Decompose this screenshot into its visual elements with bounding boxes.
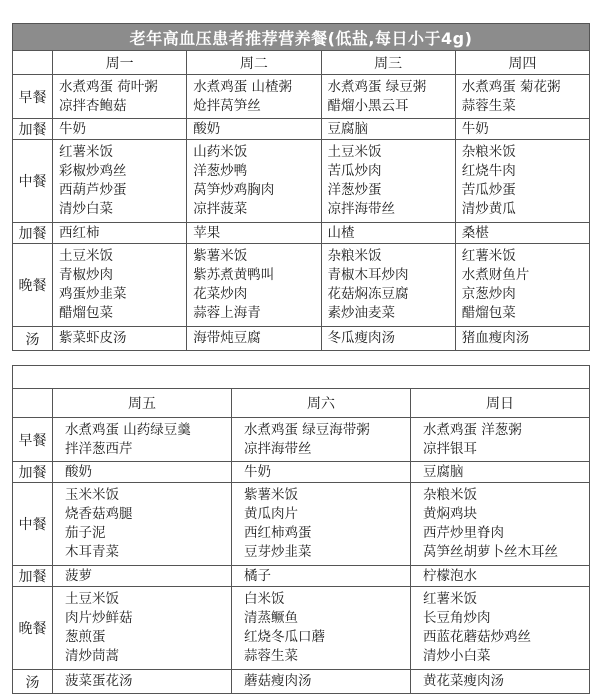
dish-cell bbox=[53, 566, 232, 587]
dish-cell bbox=[411, 566, 590, 587]
dish-item: 凉拌菠菜 bbox=[193, 201, 248, 217]
meal-row bbox=[13, 327, 590, 351]
dish-item: 豆芽炒韭菜 bbox=[244, 544, 312, 560]
dish-item: 山药米饭 bbox=[193, 144, 248, 160]
dish-item: 水煮鸡蛋 山药绿豆羹 bbox=[65, 421, 191, 438]
meal-row bbox=[13, 75, 590, 119]
meal-label-text: 加餐 bbox=[18, 122, 47, 138]
dish-cell bbox=[53, 140, 187, 223]
meal-row bbox=[13, 418, 590, 462]
meal-label bbox=[13, 75, 53, 119]
dish-cell bbox=[321, 327, 455, 351]
day-header-label: 周日 bbox=[486, 396, 514, 412]
dish-item: 红薯米饭 bbox=[423, 591, 477, 607]
day-header bbox=[187, 51, 321, 75]
dish-item: 青椒木耳炒肉 bbox=[327, 267, 409, 283]
dish-item: 紫菜虾皮汤 bbox=[59, 330, 127, 346]
dish-item: 西芹炒里脊肉 bbox=[423, 525, 504, 541]
dish-item: 清炒小白菜 bbox=[423, 648, 491, 664]
dish-cell bbox=[321, 244, 455, 327]
dish-item: 酸奶 bbox=[193, 120, 221, 137]
dish-cell bbox=[321, 223, 455, 244]
dish-item: 凉拌杏鲍菇 bbox=[59, 97, 127, 114]
dish-item: 木耳青菜 bbox=[65, 544, 119, 560]
meal-row bbox=[13, 566, 590, 587]
dish-cell bbox=[53, 462, 232, 483]
dish-item: 酸奶 bbox=[65, 463, 92, 480]
meal-label-text: 早餐 bbox=[18, 432, 47, 449]
day-header bbox=[53, 389, 232, 418]
dish-item: 凉拌银耳 bbox=[423, 440, 477, 457]
dish-item: 红薯米饭 bbox=[59, 144, 113, 160]
dish-item: 柠檬泡水 bbox=[423, 567, 477, 584]
dish-cell bbox=[455, 119, 589, 140]
dish-item: 凉拌海带丝 bbox=[327, 201, 395, 217]
dish-cell bbox=[411, 418, 590, 462]
dish-item: 菠菜蛋花汤 bbox=[65, 673, 133, 689]
dish-item: 土豆米饭 bbox=[59, 248, 113, 264]
dish-item: 冬瓜瘦肉汤 bbox=[327, 330, 395, 346]
dish-item: 山楂 bbox=[327, 224, 355, 241]
dish-item: 烧香菇鸡腿 bbox=[65, 506, 133, 522]
dish-cell bbox=[455, 223, 589, 244]
dish-cell bbox=[53, 418, 232, 462]
dish-item: 水煮鸡蛋 绿豆海带粥 bbox=[244, 421, 370, 438]
dish-cell bbox=[455, 327, 589, 351]
day-header-label: 周一 bbox=[105, 55, 134, 72]
dish-item: 紫薯米饭 bbox=[193, 248, 248, 264]
dish-item: 彩椒炒鸡丝 bbox=[59, 163, 127, 179]
dish-item: 水煮鸡蛋 菊花粥 bbox=[461, 78, 561, 95]
meal-label bbox=[13, 566, 53, 587]
dish-item: 西葫芦炒蛋 bbox=[59, 182, 127, 198]
dish-cell bbox=[53, 587, 232, 670]
dish-item: 清炒茼蒿 bbox=[65, 648, 119, 664]
meal-label bbox=[13, 483, 53, 566]
dish-cell bbox=[411, 483, 590, 566]
dish-cell bbox=[232, 483, 411, 566]
dish-cell bbox=[232, 670, 411, 694]
page-title bbox=[13, 24, 590, 51]
dish-item: 蒜蓉生菜 bbox=[244, 648, 298, 664]
dish-cell bbox=[232, 587, 411, 670]
dish-cell bbox=[187, 119, 321, 140]
dish-item: 青椒炒肉 bbox=[59, 267, 113, 283]
dish-item: 牛奶 bbox=[244, 463, 271, 480]
dish-item: 红烧牛肉 bbox=[461, 163, 516, 179]
dish-item: 红烧冬瓜口蘑 bbox=[244, 629, 325, 645]
dish-item: 莴笋炒鸡胸肉 bbox=[193, 182, 275, 198]
day-header-label: 周五 bbox=[128, 396, 156, 412]
dish-cell bbox=[53, 483, 232, 566]
dish-cell bbox=[53, 670, 232, 694]
corner-cell bbox=[13, 51, 53, 75]
dish-item: 莴笋丝胡萝卜丝木耳丝 bbox=[423, 544, 558, 560]
dish-item: 紫薯米饭 bbox=[244, 487, 298, 503]
day-header bbox=[53, 51, 187, 75]
dish-cell bbox=[187, 327, 321, 351]
meal-row bbox=[13, 223, 590, 244]
dish-item: 土豆米饭 bbox=[65, 591, 119, 607]
meal-label bbox=[13, 670, 53, 694]
dish-item: 白米饭 bbox=[244, 591, 285, 607]
day-header-label: 周三 bbox=[374, 55, 403, 72]
dish-item: 鸡蛋炒韭菜 bbox=[59, 286, 127, 302]
dish-cell bbox=[53, 75, 187, 119]
dish-cell bbox=[187, 244, 321, 327]
meal-label-text: 晚餐 bbox=[18, 278, 47, 294]
blank-row bbox=[13, 366, 590, 389]
meal-label-text: 中餐 bbox=[18, 517, 47, 533]
meal-label-text: 早餐 bbox=[18, 89, 47, 106]
day-header-row bbox=[13, 51, 590, 75]
dish-item: 蒜蓉上海青 bbox=[193, 305, 261, 321]
dish-item: 凉拌海带丝 bbox=[244, 440, 312, 457]
dish-cell bbox=[455, 75, 589, 119]
dish-item: 杂粮米饭 bbox=[461, 144, 516, 160]
dish-item: 京葱炒肉 bbox=[461, 286, 516, 302]
dish-item: 菠萝 bbox=[65, 567, 92, 584]
meal-label bbox=[13, 462, 53, 483]
dish-item: 花菇焖冻豆腐 bbox=[327, 286, 409, 302]
dish-item: 西蓝花蘑菇炒鸡丝 bbox=[423, 629, 531, 645]
dish-item: 黄焖鸡块 bbox=[423, 506, 477, 522]
dish-item: 水煮鸡蛋 荷叶粥 bbox=[59, 78, 158, 95]
dish-cell bbox=[53, 223, 187, 244]
day-header bbox=[321, 51, 455, 75]
meal-label-text: 汤 bbox=[25, 331, 40, 348]
dish-item: 水煮财鱼片 bbox=[461, 267, 530, 283]
dish-item: 洋葱炒鸭 bbox=[193, 163, 248, 179]
meal-row bbox=[13, 140, 590, 223]
dish-item: 海带炖豆腐 bbox=[193, 330, 261, 346]
day-header bbox=[411, 389, 590, 418]
dish-cell bbox=[232, 462, 411, 483]
dish-cell bbox=[321, 75, 455, 119]
dish-cell bbox=[53, 244, 187, 327]
day-header-label: 周二 bbox=[239, 55, 268, 72]
dish-item: 牛奶 bbox=[461, 120, 489, 137]
menu-table-week-2 bbox=[12, 365, 590, 694]
meal-label bbox=[13, 223, 53, 244]
dish-item: 杂粮米饭 bbox=[423, 487, 477, 503]
dish-cell bbox=[411, 670, 590, 694]
dish-cell bbox=[411, 462, 590, 483]
dish-item: 清蒸鳜鱼 bbox=[244, 610, 298, 626]
dish-cell bbox=[455, 140, 589, 223]
meal-label bbox=[13, 327, 53, 351]
dish-item: 茄子泥 bbox=[65, 525, 106, 541]
meal-label-text: 汤 bbox=[25, 674, 40, 691]
dish-item: 水煮鸡蛋 山楂粥 bbox=[193, 78, 293, 95]
meal-label-text: 中餐 bbox=[18, 174, 47, 190]
meal-label bbox=[13, 244, 53, 327]
dish-item: 土豆米饭 bbox=[327, 144, 382, 160]
dish-cell bbox=[187, 75, 321, 119]
dish-item: 猪血瘦肉汤 bbox=[461, 330, 530, 346]
dish-item: 苦瓜炒肉 bbox=[327, 163, 382, 179]
dish-item: 蒜蓉生菜 bbox=[461, 97, 516, 114]
dish-cell bbox=[411, 587, 590, 670]
dish-item: 红薯米饭 bbox=[461, 248, 516, 264]
dish-cell bbox=[321, 140, 455, 223]
dish-item: 苦瓜炒蛋 bbox=[461, 182, 516, 198]
dish-item: 素炒油麦菜 bbox=[327, 305, 395, 321]
meal-label-text: 晚餐 bbox=[18, 621, 47, 637]
day-header-label: 周六 bbox=[307, 396, 335, 412]
dish-item: 花菜炒肉 bbox=[193, 286, 248, 302]
dish-item: 肉片炒鲜菇 bbox=[65, 610, 133, 626]
dish-item: 橘子 bbox=[244, 567, 271, 584]
meal-row bbox=[13, 119, 590, 140]
meal-row bbox=[13, 483, 590, 566]
dish-item: 桑椹 bbox=[461, 224, 489, 241]
dish-item: 西红柿 bbox=[59, 224, 100, 241]
meal-label bbox=[13, 587, 53, 670]
dish-item: 水煮鸡蛋 绿豆粥 bbox=[327, 78, 427, 95]
dish-item: 葱煎蛋 bbox=[65, 629, 106, 645]
day-header-row bbox=[13, 389, 590, 418]
dish-item: 洋葱炒蛋 bbox=[327, 182, 382, 198]
meal-label bbox=[13, 119, 53, 140]
dish-item: 醋熘包菜 bbox=[59, 305, 113, 321]
dish-item: 清炒黄瓜 bbox=[461, 201, 516, 217]
dish-cell bbox=[187, 223, 321, 244]
dish-item: 豆腐脑 bbox=[327, 120, 368, 137]
dish-cell bbox=[455, 244, 589, 327]
meal-label bbox=[13, 140, 53, 223]
dish-item: 牛奶 bbox=[59, 120, 86, 137]
dish-item: 水煮鸡蛋 洋葱粥 bbox=[423, 421, 522, 438]
meal-row bbox=[13, 587, 590, 670]
dish-item: 黄瓜肉片 bbox=[244, 506, 298, 522]
dish-item: 西红柿鸡蛋 bbox=[244, 525, 312, 541]
meal-row bbox=[13, 462, 590, 483]
dish-cell bbox=[187, 140, 321, 223]
page-title-text: 老年高血压患者推荐营养餐(低盐,每日小于4g) bbox=[129, 28, 473, 48]
dish-item: 玉米米饭 bbox=[65, 487, 119, 503]
dish-item: 苹果 bbox=[193, 224, 221, 241]
dish-cell bbox=[321, 119, 455, 140]
dish-item: 杂粮米饭 bbox=[327, 248, 382, 264]
dish-item: 醋熘小黑云耳 bbox=[327, 97, 409, 114]
day-header bbox=[455, 51, 589, 75]
dish-item: 清炒白菜 bbox=[59, 201, 113, 217]
meal-row bbox=[13, 670, 590, 694]
day-header bbox=[232, 389, 411, 418]
dish-cell bbox=[232, 566, 411, 587]
dish-cell bbox=[232, 418, 411, 462]
dish-item: 黄花菜瘦肉汤 bbox=[423, 673, 504, 689]
dish-cell bbox=[53, 119, 187, 140]
dish-item: 紫苏煮黄鸭叫 bbox=[193, 267, 275, 283]
corner-cell bbox=[13, 389, 53, 418]
meal-label-text: 加餐 bbox=[18, 569, 47, 585]
dish-item: 蘑菇瘦肉汤 bbox=[244, 673, 312, 689]
dish-item: 醋熘包菜 bbox=[461, 305, 516, 321]
meal-label-text: 加餐 bbox=[18, 465, 47, 481]
dish-item: 炝拌莴笋丝 bbox=[193, 97, 261, 114]
dish-item: 豆腐脑 bbox=[423, 463, 464, 480]
meal-row bbox=[13, 244, 590, 327]
dish-item: 拌洋葱西芹 bbox=[65, 440, 133, 457]
dish-cell bbox=[53, 327, 187, 351]
meal-label bbox=[13, 418, 53, 462]
meal-label-text: 加餐 bbox=[18, 226, 47, 242]
day-header-label: 周四 bbox=[508, 55, 537, 72]
dish-item: 长豆角炒肉 bbox=[423, 610, 491, 626]
menu-table-week-1 bbox=[12, 23, 590, 351]
